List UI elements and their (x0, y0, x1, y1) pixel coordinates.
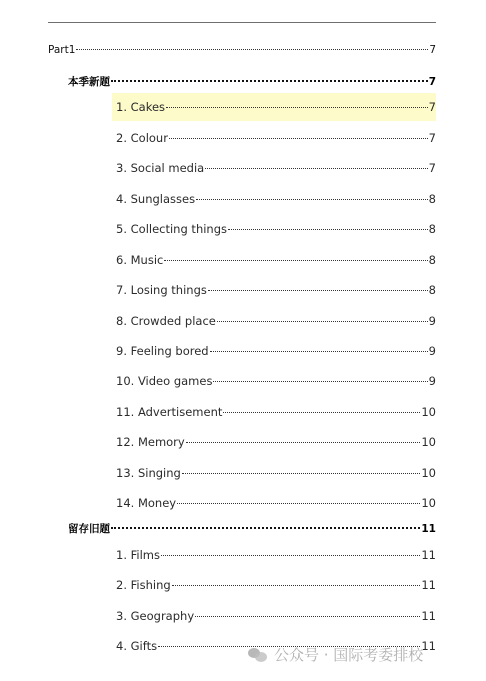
toc-page-number: 10 (421, 435, 436, 449)
toc-entry-label: 13. Singing (116, 466, 181, 480)
toc-entry-label: 3. Social media (116, 161, 205, 175)
dot-leader (111, 80, 428, 82)
dot-leader (195, 616, 420, 617)
dot-leader (166, 107, 428, 108)
toc-page-number: 7 (429, 44, 436, 56)
dot-leader (164, 260, 427, 261)
toc-page-number: 8 (428, 222, 436, 236)
toc-entry-topic[interactable] (116, 344, 436, 358)
toc-entry-section-retained[interactable] (68, 521, 436, 536)
toc-entry-label: 10. Video games (116, 374, 213, 388)
toc-page-number: 11 (421, 578, 436, 592)
toc-entry-topic[interactable] (116, 609, 436, 623)
toc-page-number: 9 (428, 314, 436, 328)
toc-entry-label: 留存旧题 (68, 523, 110, 535)
toc-entry-topic[interactable] (116, 161, 436, 175)
toc-entry-label: 本季新题 (68, 76, 110, 88)
toc-page-number: 10 (421, 496, 436, 510)
toc-entry-label: 6. Music (116, 253, 164, 267)
dot-leader (210, 351, 428, 352)
dot-leader (228, 229, 428, 230)
toc-entry-topic[interactable] (116, 314, 436, 328)
toc-entry-label: Part1 (48, 44, 76, 56)
toc-entry-topic[interactable] (116, 131, 436, 145)
toc-entry-topic[interactable] (116, 374, 436, 388)
toc-entry-topic[interactable] (116, 283, 436, 297)
toc-page-number: 7 (428, 131, 436, 145)
toc-entry-topic[interactable] (116, 405, 436, 419)
dot-leader (208, 290, 428, 291)
toc-entry-topic[interactable] (116, 192, 436, 206)
toc-page-number: 11 (421, 523, 436, 535)
toc-page-number: 8 (428, 253, 436, 267)
toc-entry-label: 9. Feeling bored (116, 344, 209, 358)
dot-leader (161, 555, 420, 556)
dot-leader (177, 503, 420, 504)
toc-entry-label: 1. Films (116, 548, 160, 562)
dot-leader (169, 138, 428, 139)
toc-page-number: 8 (428, 192, 436, 206)
dot-leader (76, 49, 428, 50)
toc-entry-topic[interactable] (116, 496, 436, 510)
toc-entry-label: 1. Cakes (116, 100, 166, 114)
watermark-text: 公众号 · 国际考委排校 (274, 646, 424, 664)
toc-entry-topic[interactable] (116, 548, 436, 562)
dot-leader (213, 381, 427, 382)
toc-entry-label: 2. Fishing (116, 578, 171, 592)
toc-page-number: 11 (421, 548, 436, 562)
toc-entry-label: 11. Advertisement (116, 405, 223, 419)
toc-page-number: 7 (428, 161, 436, 175)
toc-entry-label: 4. Gifts (116, 639, 158, 653)
header-rule (48, 22, 436, 23)
toc-entry-label: 4. Sunglasses (116, 192, 196, 206)
dot-leader (223, 412, 420, 413)
dot-leader (186, 442, 421, 443)
toc-page-number: 11 (421, 609, 436, 623)
dot-leader (182, 473, 421, 474)
toc-entry-topic[interactable] (116, 578, 436, 592)
toc-entry-topic[interactable] (116, 435, 436, 449)
toc-entry-section-new[interactable] (68, 74, 436, 89)
toc-page-number: 8 (428, 283, 436, 297)
dot-leader (111, 527, 420, 529)
toc-entry-topic[interactable] (116, 222, 436, 236)
toc-entry-label: 5. Collecting things (116, 222, 228, 236)
toc-page-number: 10 (421, 405, 436, 419)
toc-entry-label: 7. Losing things (116, 283, 207, 297)
toc-entry-label: 2. Colour (116, 131, 168, 145)
toc-entry-label: 8. Crowded place (116, 314, 216, 328)
toc-page-number: 7 (428, 100, 436, 114)
wechat-icon (248, 647, 268, 663)
dot-leader (217, 321, 428, 322)
toc-page-number: 10 (421, 466, 436, 480)
toc-page-number: 11 (421, 639, 436, 653)
toc-entry-part1[interactable] (48, 44, 436, 56)
toc-page-number: 9 (428, 374, 436, 388)
dot-leader (172, 585, 421, 586)
toc-entry-topic[interactable] (116, 100, 436, 114)
toc-entry-label: 14. Money (116, 496, 177, 510)
toc-entry-label: 3. Geography (116, 609, 195, 623)
dot-leader (205, 168, 427, 169)
toc-page-number: 7 (428, 76, 436, 88)
toc-page-number: 9 (428, 344, 436, 358)
dot-leader (196, 199, 428, 200)
watermark (248, 644, 423, 665)
toc-entry-topic[interactable] (116, 253, 436, 267)
toc-entry-label: 12. Memory (116, 435, 185, 449)
toc-entry-topic[interactable] (116, 466, 436, 480)
